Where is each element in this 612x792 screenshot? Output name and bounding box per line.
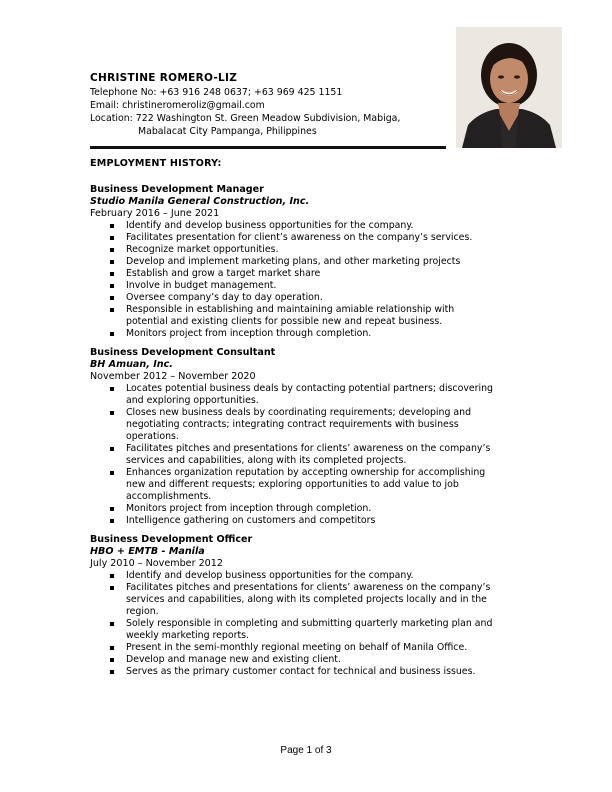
duty-item — [90, 244, 520, 256]
duty-item — [90, 503, 520, 515]
square-bullet-icon — [110, 574, 114, 578]
duty-line: Identify and develop business opportunities for the company. — [126, 570, 414, 581]
duty-item — [90, 280, 520, 292]
duty-item — [90, 292, 520, 304]
email-line: Email: christineromeroliz@gmail.com — [90, 100, 265, 111]
duty-line: region. — [126, 606, 159, 617]
duty-line: Intelligence gathering on customers and competitors — [126, 515, 376, 526]
job-title: Business Development Consultant — [90, 347, 276, 358]
duty-line: Serves as the primary customer contact for technical and business issues. — [126, 666, 476, 677]
duty-line: services and capabilities, along with its completed projects locally and in the — [126, 594, 487, 605]
duty-line: Establish and grow a target market share — [126, 268, 321, 279]
duty-line: and exploring opportunities. — [126, 395, 259, 406]
job-entry — [90, 347, 520, 527]
duty-line: Oversee company’s day to day operation. — [126, 292, 323, 303]
duty-line: Responsible in establishing and maintaining amiable relationship with — [126, 304, 455, 315]
contact-block — [90, 86, 400, 138]
employment-history-heading: EMPLOYMENT HISTORY: — [90, 158, 222, 169]
job-title: Business Development Officer — [90, 534, 253, 545]
duty-line: Monitors project from inception through completion. — [126, 328, 372, 339]
job-entry — [90, 184, 520, 340]
square-bullet-icon — [110, 670, 114, 674]
duty-item — [90, 582, 520, 618]
job-dates: July 2010 – November 2012 — [90, 558, 223, 569]
duty-item — [90, 443, 520, 467]
page-number: Page 1 of 3 — [280, 745, 332, 756]
job-dates: February 2016 – June 2021 — [90, 208, 220, 219]
duty-line: weekly marketing reports. — [126, 630, 250, 641]
job-title: Business Development Manager — [90, 184, 264, 195]
duty-line: Facilitates presentation for client’s awareness on the company’s services. — [126, 232, 473, 243]
duty-item — [90, 328, 520, 340]
duty-line: Involve in budget management. — [126, 280, 277, 291]
duty-item — [90, 618, 520, 642]
duty-item — [90, 407, 520, 443]
duty-line: Develop and implement marketing plans, and other marketing projects — [126, 256, 461, 267]
square-bullet-icon — [110, 507, 114, 511]
duty-item — [90, 642, 520, 654]
square-bullet-icon — [110, 260, 114, 264]
square-bullet-icon — [110, 658, 114, 662]
duty-line: negotiating contracts; integrating contract requirements with business — [126, 419, 459, 430]
job-company: Studio Manila General Construction, Inc. — [90, 196, 310, 207]
duty-line: Solely responsible in completing and submitting quarterly marketing plan and — [126, 618, 493, 629]
duty-item — [90, 268, 520, 280]
duty-line: Monitors project from inception through completion. — [126, 503, 372, 514]
duty-line: Develop and manage new and existing client. — [126, 654, 341, 665]
square-bullet-icon — [110, 471, 114, 475]
duty-line: Closes new business deals by coordinating requirements; developing and — [126, 407, 472, 418]
square-bullet-icon — [110, 296, 114, 300]
duty-item — [90, 383, 520, 407]
header-divider — [90, 146, 446, 149]
duty-item — [90, 467, 520, 503]
duty-line: Present in the semi-monthly regional meeting on behalf of Manila Office. — [126, 642, 468, 653]
telephone-line: Telephone No: +63 916 248 0637; +63 969 425 1151 — [90, 87, 343, 98]
employment-list — [90, 184, 520, 685]
duty-line: new and different requests; exploring opportunities to add value to job — [126, 479, 459, 490]
duty-item — [90, 304, 520, 328]
square-bullet-icon — [110, 224, 114, 228]
duty-list — [90, 570, 520, 678]
square-bullet-icon — [110, 387, 114, 391]
job-dates: November 2012 – November 2020 — [90, 371, 256, 382]
candidate-name: CHRISTINE ROMERO-LIZ — [90, 72, 238, 84]
duty-line: operations. — [126, 431, 179, 442]
square-bullet-icon — [110, 332, 114, 336]
square-bullet-icon — [110, 622, 114, 626]
square-bullet-icon — [110, 308, 114, 312]
duty-line: Facilitates pitches and presentations for clients’ awareness on the company’s — [126, 443, 491, 454]
square-bullet-icon — [110, 272, 114, 276]
duty-line: Recognize market opportunities. — [126, 244, 279, 255]
duty-item — [90, 232, 520, 244]
duty-line: accomplishments. — [126, 491, 212, 502]
duty-line: potential and existing clients for possible new and repeat business. — [126, 316, 443, 327]
duty-line: services and capabilities, along with its completed projects. — [126, 455, 407, 466]
duty-line: Facilitates pitches and presentations for clients’ awareness on the company’s — [126, 582, 491, 593]
duty-line: Locates potential business deals by contacting potential partners; discovering — [126, 383, 493, 394]
job-company: HBO + EMTB - Manila — [90, 546, 205, 557]
square-bullet-icon — [110, 284, 114, 288]
location-line-2: Mabalacat City Pampanga, Philippines — [138, 126, 317, 137]
job-company: BH Amuan, Inc. — [90, 359, 173, 370]
profile-photo — [456, 27, 562, 148]
square-bullet-icon — [110, 248, 114, 252]
duty-item — [90, 256, 520, 268]
duty-item — [90, 654, 520, 666]
square-bullet-icon — [110, 447, 114, 451]
square-bullet-icon — [110, 236, 114, 240]
duty-item — [90, 666, 520, 678]
duty-list — [90, 383, 520, 527]
location-line-1: Location: 722 Washington St. Green Meadow Subdivision, Mabiga, — [90, 113, 401, 124]
profile-photo-graphic — [456, 27, 562, 148]
square-bullet-icon — [110, 411, 114, 415]
duty-item — [90, 570, 520, 582]
duty-line: Identify and develop business opportunities for the company. — [126, 220, 414, 231]
square-bullet-icon — [110, 646, 114, 650]
duty-item — [90, 220, 520, 232]
square-bullet-icon — [110, 586, 114, 590]
duty-line: Enhances organization reputation by accepting ownership for accomplishing — [126, 467, 486, 478]
square-bullet-icon — [110, 519, 114, 523]
duty-item — [90, 515, 520, 527]
duty-list — [90, 220, 520, 340]
job-entry — [90, 534, 520, 678]
